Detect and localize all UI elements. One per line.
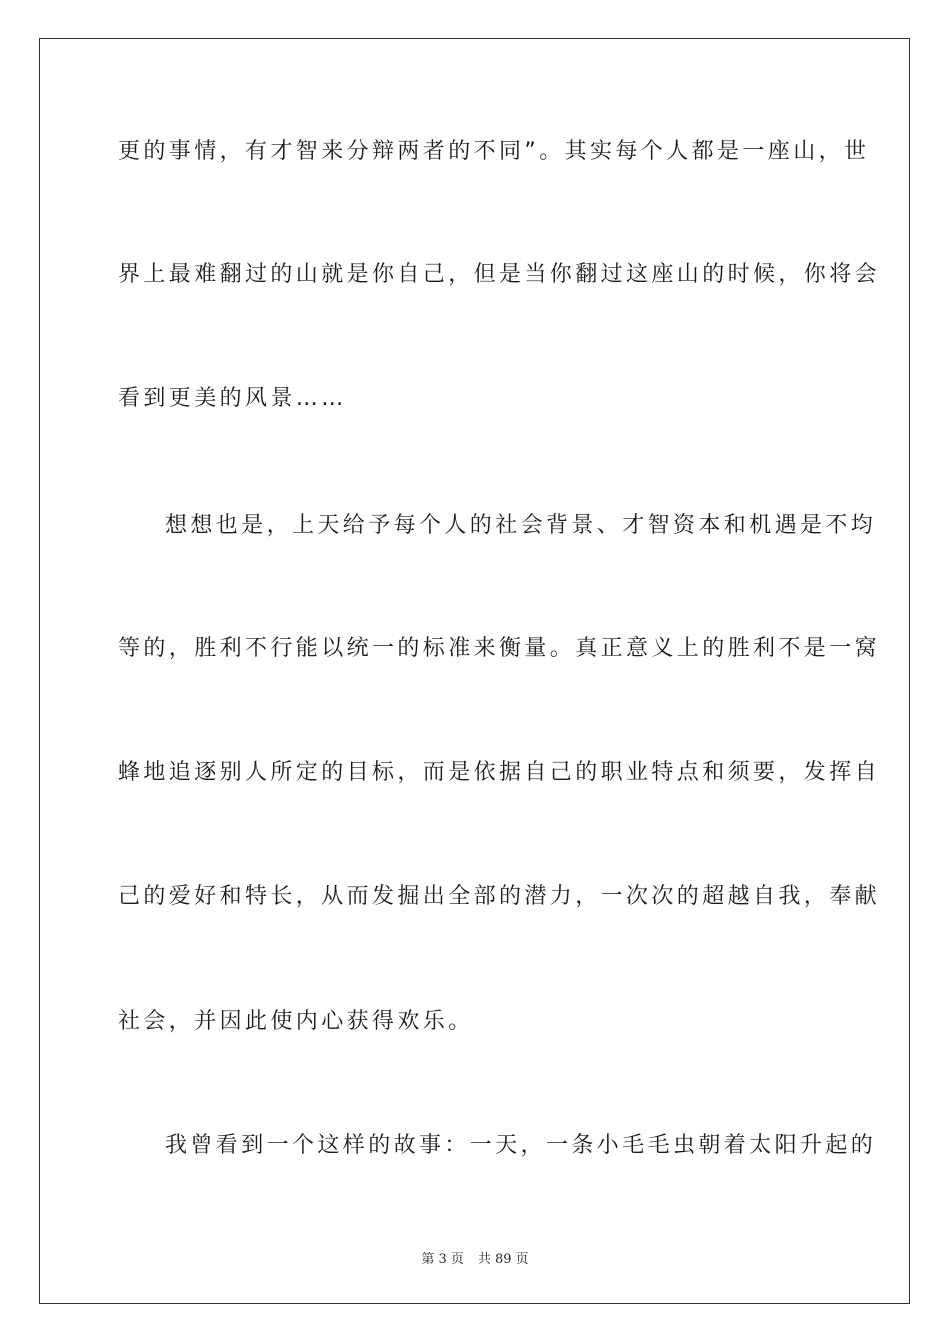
- text-line: 看到更美的风景……: [118, 386, 347, 411]
- text-line: 等的，胜利不行能以统一的标准来衡量。真正意义上的胜利不是一窝: [118, 636, 881, 661]
- total-pages: 共 89 页: [477, 1252, 529, 1267]
- text-line: 更的事情，有才智来分辩两者的不同”。其实每个人都是一座山，世: [118, 139, 870, 164]
- paragraph-start-line: 我曾看到一个这样的故事：一天，一条小毛毛虫朝着太阳升起的: [165, 1133, 877, 1158]
- text-line: 己的爱好和特长，从而发掘出全部的潜力，一次次的超越自我，奉献: [118, 884, 881, 909]
- page-number: 第 3 页: [421, 1252, 464, 1267]
- text-line: 界上最难翻过的山就是你自己，但是当你翻过这座山的时候，你将会: [118, 262, 881, 287]
- page-footer: [0, 1248, 950, 1267]
- text-line: 社会，并因此使内心获得欢乐。: [118, 1009, 474, 1034]
- page-frame: [39, 38, 910, 1304]
- paragraph-start-line: 想想也是，上天给予每个人的社会背景、才智资本和机遇是不均: [165, 513, 877, 538]
- text-line: 蜂地追逐别人所定的目标，而是依据自己的职业特点和须要，发挥自: [118, 760, 881, 785]
